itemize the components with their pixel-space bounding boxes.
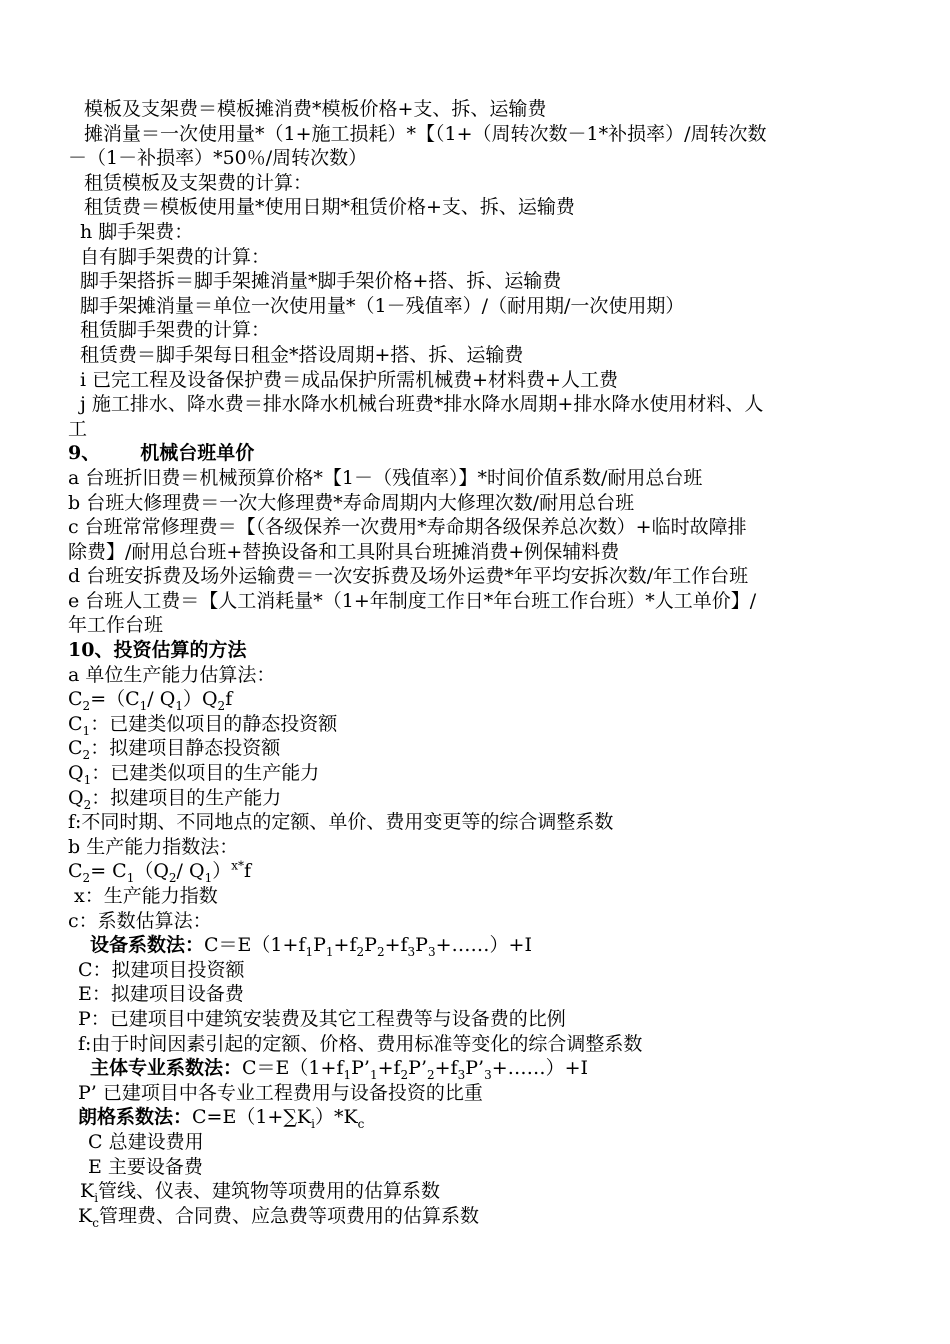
definition-line: $C_1$：已建类似项目的静态投资额 xyxy=(68,712,338,738)
text-line: b 生产能力指数法： xyxy=(68,835,239,858)
document-page xyxy=(68,97,888,1228)
text-line: e 台班人工费＝【人工消耗量*（1+年制度工作日*年台班工作台班）*人工单价】/ xyxy=(68,589,757,612)
definition-line: f:不同时期、不同地点的定额、单价、费用变更等的综合调整系数 xyxy=(68,811,614,834)
heading-number: 9、 xyxy=(68,442,101,465)
text-line: a 单位生产能力估算法： xyxy=(68,663,276,686)
definition-line: $K_c$管理费、合同费、应急费等项费用的估算系数 xyxy=(78,1204,479,1230)
text-line: 年工作台班 xyxy=(68,614,164,637)
section-heading-10: 10、投资估算的方法 xyxy=(68,639,247,662)
text-line: 除费】/耐用总台班+替换设备和工具附具台班摊消费+例保辅料费 xyxy=(68,540,620,563)
formula-unit-capacity: $C_2=(C_1/$ $Q_1)Q_2f$ xyxy=(68,688,233,714)
text-line: j 施工排水、降水费＝排水降水机械台班费*排水降水周期+排水降水使用材料、人 xyxy=(80,393,764,416)
definition-line: x：生产能力指数 xyxy=(68,885,218,907)
definition-line: C 总建设费用 xyxy=(88,1130,204,1153)
text-line: －（1－补损率）*50％/周转次数） xyxy=(68,147,368,170)
text-line: i 已完工程及设备保护费＝成品保护所需机械费+材料费+人工费 xyxy=(80,368,618,391)
definition-line: E 主要设备费 xyxy=(88,1155,203,1178)
text-line: 自有脚手架费的计算： xyxy=(80,245,271,268)
definition-line: $Q_2$：拟建项目的生产能力 xyxy=(68,786,282,812)
text-line: 脚手架摊消量＝单位一次使用量*（1－残值率）/（耐用期/一次使用期） xyxy=(80,294,685,317)
section-heading-9 xyxy=(68,441,888,466)
text-line: b 台班大修理费＝一次大修理费*寿命周期内大修理次数/耐用总台班 xyxy=(68,491,635,514)
text-line: 脚手架搭拆＝脚手架摊消量*脚手架价格+搭、拆、运输费 xyxy=(80,270,562,293)
definition-line: $K_i$管线、仪表、建筑物等项费用的估算系数 xyxy=(80,1180,441,1205)
definition-line: $C_2$：拟建项目静态投资额 xyxy=(68,737,281,763)
formula-lang-coefficient: 朗格系数法：$C=E(1+\sum K_i)*K_c$ xyxy=(78,1106,365,1132)
text-line: h 脚手架费： xyxy=(80,220,194,243)
formula-equipment-coefficient: 设备系数法：$C=E(1+f_1P_1+f_2P_2+f_3P_3+\dots\dots)+I$ xyxy=(90,934,532,959)
text-line: d 台班安拆费及场外运输费＝一次安拆费及场外运费*年平均安拆次数/年工作台班 xyxy=(68,565,749,588)
definition-line: f:由于时间因素引起的定额、价格、费用标准等变化的综合调整系数 xyxy=(78,1032,643,1055)
formula-capacity-index: $C_2= C_1(Q_2/$ $Q_1)^{x*}f$ xyxy=(68,859,252,886)
text-line: 摊消量＝一次使用量*（1+施工损耗）*【（1+（周转次数－1*补损率）/周转次数 xyxy=(84,122,767,145)
text-line: 租赁费＝脚手架每日租金*搭设周期+搭、拆、运输费 xyxy=(80,343,524,366)
definition-line: P’ 已建项目中各专业工程费用与设备投资的比重 xyxy=(78,1081,483,1104)
text-line: 租赁费＝模板使用量*使用日期*租赁价格+支、拆、运输费 xyxy=(84,196,575,219)
text-line: 租赁脚手架费的计算： xyxy=(80,319,271,342)
text-line: c 台班常常修理费＝【（各级保养一次费用*寿命期各级保养总次数）+临时故障排 xyxy=(68,516,747,539)
text-line: a 台班折旧费＝机械预算价格*【1－（残值率）】*时间价值系数/耐用总台班 xyxy=(68,466,703,489)
text-line: 租赁模板及支架费的计算： xyxy=(84,171,313,194)
definition-line: E：拟建项目设备费 xyxy=(78,983,244,1006)
definition-line: P：已建项目中建筑安装费及其它工程费等与设备费的比例 xyxy=(78,1007,566,1030)
definition-line: C：拟建项目投资额 xyxy=(78,958,245,981)
definition-line: $Q_1$：已建类似项目的生产能力 xyxy=(68,762,320,787)
heading-title: 机械台班单价 xyxy=(140,442,255,465)
text-line: 模板及支架费＝模板摊消费*模板价格+支、拆、运输费 xyxy=(84,98,547,120)
formula-main-professional-coefficient: 主体专业系数法：$C=E(1+f_1P’_1+f_2P’_2+f_3P’_3+\dots\dots)+I$ xyxy=(90,1057,589,1082)
text-line: c：系数估算法： xyxy=(68,909,212,932)
text-line: 工 xyxy=(68,417,88,440)
